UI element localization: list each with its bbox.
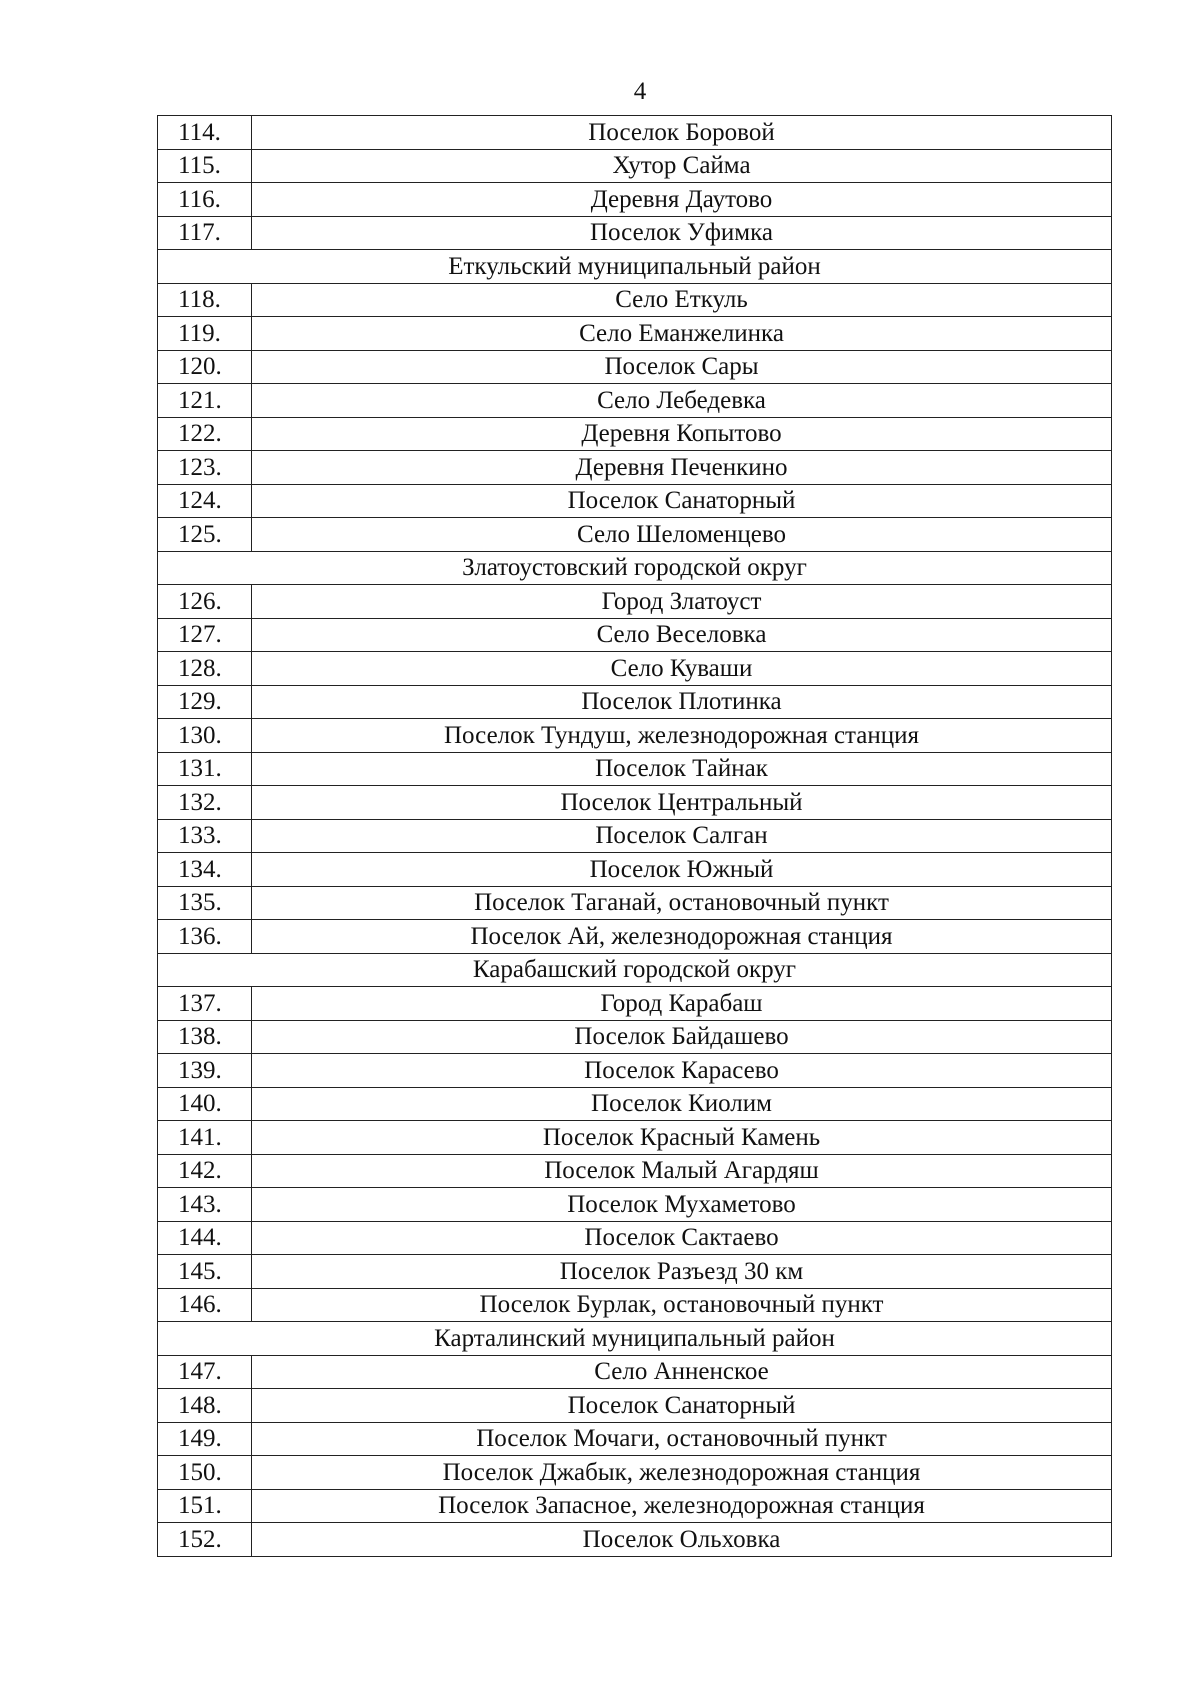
row-number: 146.: [158, 1288, 252, 1322]
row-number: 117.: [158, 216, 252, 250]
row-number: 127.: [158, 618, 252, 652]
table-row: [158, 1288, 1112, 1322]
table-row: [158, 384, 1112, 418]
settlement-name: Село Веселовка: [252, 618, 1112, 652]
settlement-name: Деревня Даутово: [252, 183, 1112, 217]
settlement-name: Хутор Сайма: [252, 149, 1112, 183]
row-number: 123.: [158, 451, 252, 485]
row-number: 141.: [158, 1121, 252, 1155]
row-number: 130.: [158, 719, 252, 753]
section-title: Златоустовский городской округ: [158, 551, 1112, 585]
settlement-name: Поселок Центральный: [252, 786, 1112, 820]
table-row: [158, 116, 1112, 150]
section-header-row: [158, 1322, 1112, 1356]
settlement-name: Поселок Бурлак, остановочный пункт: [252, 1288, 1112, 1322]
settlement-name: Город Златоуст: [252, 585, 1112, 619]
table-row: [158, 1188, 1112, 1222]
section-title: Еткульский муниципальный район: [158, 250, 1112, 284]
settlement-name: Деревня Копытово: [252, 417, 1112, 451]
row-number: 137.: [158, 987, 252, 1021]
page-number: 4: [633, 78, 647, 105]
table-row: [158, 1154, 1112, 1188]
table-row: [158, 1422, 1112, 1456]
settlement-name: Деревня Печенкино: [252, 451, 1112, 485]
row-number: 133.: [158, 819, 252, 853]
row-number: 122.: [158, 417, 252, 451]
settlement-name: Поселок Плотинка: [252, 685, 1112, 719]
settlement-name: Поселок Малый Агардяш: [252, 1154, 1112, 1188]
table-row: [158, 920, 1112, 954]
row-number: 136.: [158, 920, 252, 954]
settlement-name: Поселок Ай, железнодорожная станция: [252, 920, 1112, 954]
table-row: [158, 216, 1112, 250]
row-number: 135.: [158, 886, 252, 920]
section-header-row: [158, 551, 1112, 585]
row-number: 129.: [158, 685, 252, 719]
settlement-name: Поселок Тайнак: [252, 752, 1112, 786]
settlements-table: [157, 115, 1112, 1557]
table-row: [158, 886, 1112, 920]
row-number: 131.: [158, 752, 252, 786]
row-number: 118.: [158, 283, 252, 317]
settlement-name: Село Еткуль: [252, 283, 1112, 317]
table-row: [158, 518, 1112, 552]
settlement-name: Поселок Карасево: [252, 1054, 1112, 1088]
table-row: [158, 417, 1112, 451]
settlement-name: Поселок Киолим: [252, 1087, 1112, 1121]
row-number: 128.: [158, 652, 252, 686]
table-row: [158, 183, 1112, 217]
settlement-name: Поселок Сары: [252, 350, 1112, 384]
table-row: [158, 1221, 1112, 1255]
settlement-name: Поселок Запасное, железнодорожная станция: [252, 1489, 1112, 1523]
table-row: [158, 685, 1112, 719]
row-number: 145.: [158, 1255, 252, 1289]
settlement-name: Поселок Разъезд 30 км: [252, 1255, 1112, 1289]
row-number: 115.: [158, 149, 252, 183]
settlement-name: Село Лебедевка: [252, 384, 1112, 418]
settlement-name: Поселок Тундуш, железнодорожная станция: [252, 719, 1112, 753]
row-number: 121.: [158, 384, 252, 418]
row-number: 120.: [158, 350, 252, 384]
settlement-name: Поселок Уфимка: [252, 216, 1112, 250]
table-row: [158, 719, 1112, 753]
table-row: [158, 451, 1112, 485]
settlements-table-body: [158, 116, 1112, 1557]
table-row: [158, 484, 1112, 518]
row-number: 150.: [158, 1456, 252, 1490]
settlement-name: Поселок Джабык, железнодорожная станция: [252, 1456, 1112, 1490]
table-row: [158, 585, 1112, 619]
table-row: [158, 786, 1112, 820]
table-row: [158, 317, 1112, 351]
row-number: 142.: [158, 1154, 252, 1188]
table-row: [158, 1389, 1112, 1423]
row-number: 139.: [158, 1054, 252, 1088]
row-number: 143.: [158, 1188, 252, 1222]
table-row: [158, 652, 1112, 686]
section-title: Карталинский муниципальный район: [158, 1322, 1112, 1356]
settlement-name: Поселок Красный Камень: [252, 1121, 1112, 1155]
table-row: [158, 1087, 1112, 1121]
settlement-name: Поселок Санаторный: [252, 1389, 1112, 1423]
row-number: 126.: [158, 585, 252, 619]
table-row: [158, 149, 1112, 183]
row-number: 119.: [158, 317, 252, 351]
settlement-name: Село Шеломенцево: [252, 518, 1112, 552]
settlement-name: Поселок Санаторный: [252, 484, 1112, 518]
table-row: [158, 1489, 1112, 1523]
section-header-row: [158, 250, 1112, 284]
table-row: [158, 1020, 1112, 1054]
section-header-row: [158, 953, 1112, 987]
settlement-name: Город Карабаш: [252, 987, 1112, 1021]
table-row: [158, 819, 1112, 853]
row-number: 134.: [158, 853, 252, 887]
row-number: 144.: [158, 1221, 252, 1255]
settlement-name: Село Еманжелинка: [252, 317, 1112, 351]
row-number: 138.: [158, 1020, 252, 1054]
row-number: 149.: [158, 1422, 252, 1456]
table-row: [158, 1456, 1112, 1490]
row-number: 147.: [158, 1355, 252, 1389]
table-row: [158, 1355, 1112, 1389]
table-row: [158, 1255, 1112, 1289]
settlement-name: Поселок Сактаево: [252, 1221, 1112, 1255]
table-row: [158, 853, 1112, 887]
settlement-name: Поселок Боровой: [252, 116, 1112, 150]
table-row: [158, 350, 1112, 384]
row-number: 140.: [158, 1087, 252, 1121]
row-number: 132.: [158, 786, 252, 820]
table-row: [158, 1523, 1112, 1557]
table-row: [158, 618, 1112, 652]
row-number: 151.: [158, 1489, 252, 1523]
row-number: 125.: [158, 518, 252, 552]
row-number: 114.: [158, 116, 252, 150]
table-row: [158, 1054, 1112, 1088]
table-row: [158, 283, 1112, 317]
settlement-name: Поселок Салган: [252, 819, 1112, 853]
settlement-name: Поселок Таганай, остановочный пункт: [252, 886, 1112, 920]
settlement-name: Поселок Мочаги, остановочный пункт: [252, 1422, 1112, 1456]
row-number: 152.: [158, 1523, 252, 1557]
row-number: 148.: [158, 1389, 252, 1423]
table-row: [158, 1121, 1112, 1155]
table-row: [158, 987, 1112, 1021]
row-number: 116.: [158, 183, 252, 217]
settlement-name: Поселок Мухаметово: [252, 1188, 1112, 1222]
settlement-name: Поселок Южный: [252, 853, 1112, 887]
settlement-name: Село Анненское: [252, 1355, 1112, 1389]
table-row: [158, 752, 1112, 786]
settlement-name: Поселок Байдашево: [252, 1020, 1112, 1054]
section-title: Карабашский городской округ: [158, 953, 1112, 987]
row-number: 124.: [158, 484, 252, 518]
settlement-name: Село Куваши: [252, 652, 1112, 686]
settlement-name: Поселок Ольховка: [252, 1523, 1112, 1557]
